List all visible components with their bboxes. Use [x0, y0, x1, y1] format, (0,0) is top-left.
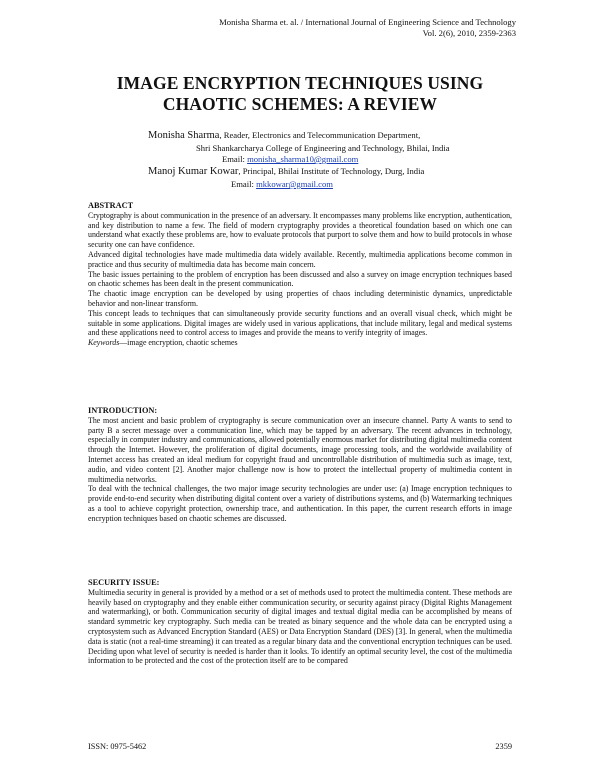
security-section: [88, 578, 512, 666]
author-1-email-link[interactable]: monisha_sharma10@gmail.com: [247, 154, 359, 164]
introduction-paragraph: The most ancient and basic problem of cryptography is secure communication over an insecure channel. Party A wants to send to party B a secret message over a communication line, which may be tapped by an adversary. The recent advances in technology, especially in computer industry and communications, allowed potentially enormous market for distributing digital multimedia content through the Internet. However, the proliferation of digital documents, image processing tools, and the worldwide availability of Internet access has created an ideal medium for copyright fraud and uncontrollable distribution of multimedia such as image, text, audio, and video content [2]. Another major challenge now is how to protect the intellectual property of multimedia content in multimedia networks.: [88, 415, 512, 484]
title-line-2: CHAOTIC SCHEMES: A REVIEW: [162, 94, 438, 114]
keywords-label: Keywords: [88, 338, 120, 348]
author-1-college: Shri Shankarcharya College of Engineering and Technology, Bhilai, India: [196, 143, 450, 153]
author-2-name: Manoj Kumar Kowar: [148, 166, 239, 177]
running-header: [219, 17, 516, 39]
keywords-line: [88, 338, 512, 348]
author-2-affiliation: , Principal, Bhilai Institute of Technology, Durg, India: [238, 166, 425, 176]
author-2-email-line: [231, 179, 333, 190]
footer-issn: ISSN: 0975-5462: [88, 742, 147, 751]
security-paragraph: Multimedia security in general is provided by a method or a set of methods used to protect the multimedia content. These methods are heavily based on cryptography and they enable either communication security, or security against piracy (Digital Rights Management and watermarking), or both. Communication security of digital images and textual digital media can be accomplished by means of standard symmetric key cryptography. Such media can be treated as binary sequence and the whole data can be encrypted using a cryptosystem such as Advanced Encryption Standard (AES) or Data Encryption Standard (DES) [3]. In general, when the multimedia data is static (not a real-time streaming) it can treated as a regular binary data and the conventional encryption techniques can be used. Deciding upon what level of security is needed is harder than it looks. To identify an optimal security level, the cost of the multimedia information to be protected and the cost of the protection itself are to be compared: [88, 587, 512, 666]
abstract-heading: ABSTRACT: [88, 201, 134, 210]
author-2-line: [148, 166, 424, 178]
security-heading: SECURITY ISSUE:: [88, 578, 160, 587]
introduction-section: [88, 406, 512, 524]
abstract-paragraph: Cryptography is about communication in the presence of an adversary. It encompasses many problems like encryption, authentication, and key distribution to name a few. The field of modern cryptography provides a theoretical foundation based on which one can understand what exactly these problems are, how to evaluate protocols that purport to solve them and how to build protocols in whose security one can have confidence.: [88, 210, 512, 250]
abstract-paragraph: The chaotic image encryption can be developed by using properties of chaos including deterministic dynamics, unpredictable behavior and non-linear transform.: [88, 289, 512, 308]
paper-title: [0, 73, 600, 115]
abstract-paragraph: Advanced digital technologies have made multimedia data widely available. Recently, multimedia applications become common in practice and thus security of multimedia data has become main concern.: [88, 249, 512, 269]
keywords-text: —image encryption, chaotic schemes: [119, 338, 238, 348]
title-line-1: IMAGE ENCRYPTION TECHNIQUES USING: [116, 73, 484, 93]
header-journal: Monisha Sharma et. al. / International Journal of Engineering Science and Technology: [219, 17, 516, 27]
author-1-email-line: [222, 154, 358, 165]
footer-page-number: 2359: [495, 742, 512, 751]
introduction-heading: INTRODUCTION:: [88, 406, 158, 415]
abstract-paragraph: The basic issues pertaining to the problem of encryption has been discussed and also a survey on image encryption techniques based on chaotic schemes has been dealt in the present communication.: [88, 269, 512, 289]
header-volume: Vol. 2(6), 2010, 2359-2363: [422, 28, 516, 38]
author-1-name: Monisha Sharma: [148, 130, 220, 141]
author-1-line: [148, 130, 420, 142]
email-label: Email:: [222, 154, 248, 164]
author-1-affiliation: , Reader, Electronics and Telecommunication Department,: [219, 130, 421, 140]
email-label: Email:: [231, 179, 257, 189]
abstract-paragraph: This concept leads to techniques that can simultaneously provide security functions and an overall visual check, which might be suitable in some applications. Digital images are widely used in various applications, that include military, legal and medical systems and these applications need to control access to images and provide the means to verify integrity of images.: [88, 308, 512, 338]
author-2-email-link[interactable]: mkkowar@gmail.com: [256, 179, 333, 189]
abstract-section: [88, 201, 512, 348]
introduction-paragraph: To deal with the technical challenges, the two major image security technologies are under use: (a) Image encryption techniques to provide end-to-end security when distributing digital content over a variety of distributions systems, and (b) Watermarking techniques as a tool to achieve copyright protection, ownership trace, and authentication. In this paper, the current research efforts in image encryption techniques based on chaotic schemes are discussed.: [88, 484, 512, 523]
